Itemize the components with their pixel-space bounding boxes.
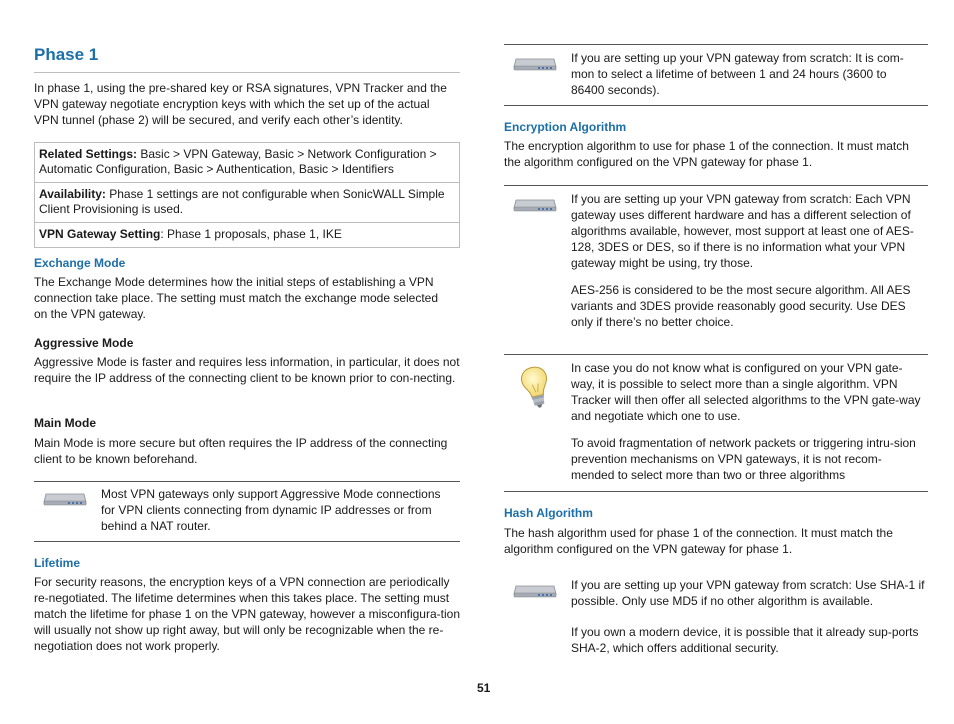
lifetime-heading: Lifetime: [34, 556, 81, 570]
hash-note-p2: If you own a modern device, it is possible that it already sup-ports SHA-2, which offers additional security.: [571, 625, 919, 655]
gateway-setting-label: VPN Gateway Setting: [39, 227, 161, 241]
table-row: [35, 183, 460, 223]
lightbulb-icon: [518, 364, 554, 417]
related-settings-table: [34, 142, 460, 248]
table-row: [35, 143, 460, 183]
tip-top-rule: [504, 354, 928, 355]
encryption-note-p1: If you are setting up your VPN gateway from scratch: Each VPN gateway uses different hardware and has a different selection of algorithms available, however, most support at least one of AES-128, 3DES or DES, so if there is no information what your VPN gateway might be using, try those.: [571, 192, 914, 270]
tip-bottom-rule: [504, 491, 928, 492]
encryption-note-p2: AES-256 is considered to be the most secure algorithm. All AES variants and 3DES provide reasonably good security. Use DES only if there’s no better choice.: [571, 283, 911, 329]
note-bottom-rule: [504, 105, 928, 106]
main-mode-text: Main Mode is more secure but often requires the IP address of the connecting client to be known beforehand.: [34, 436, 448, 466]
aggressive-mode-text: Aggressive Mode is faster and requires less information, in particular, it does not require the IP address of the connecting client to be known prior to con-necting.: [34, 355, 460, 385]
gateway-setting-value: : Phase 1 proposals, phase 1, IKE: [160, 227, 342, 241]
title-divider: [34, 72, 460, 73]
note-top-rule: [504, 44, 928, 45]
page-title: Phase 1: [34, 45, 99, 64]
intro-paragraph: In phase 1, using the pre-shared key or RSA signatures, VPN Tracker and the VPN gateway negotiate encryption keys with which the set up of the actual VPN tunnel (phase 2) will be secured, and verify each other’s identity.: [34, 81, 447, 127]
availability-label: Availability:: [39, 187, 106, 201]
encryption-note: [571, 191, 925, 341]
tip-p2: To avoid fragmentation of network packets or triggering intru-sion prevention mechanisms on VPN gateways, it is not recom-mended to select more than two or three algorithms: [571, 436, 916, 482]
hash-algorithm-text: The hash algorithm used for phase 1 of the connection. It must match the algorithm configured on the VPN gateway for phase 1.: [504, 526, 893, 556]
table-row: [35, 223, 460, 248]
page-number: 51: [477, 681, 491, 695]
router-icon: [512, 55, 558, 78]
tip-p1: In case you do not know what is configured on your VPN gate-way, it is possible to select more than a single algorithm. VPN Tracker will then offer all selected algorithms to the VPN gate-way and negotiate which one to use.: [571, 361, 921, 423]
hash-note-p1: If you are setting up your VPN gateway from scratch: Use SHA-1 if possible. Only use MD5 if no other algorithm is available.: [571, 578, 925, 608]
main-mode-heading: Main Mode: [34, 416, 96, 430]
hash-note: [571, 577, 925, 656]
encryption-algorithm-text: The encryption algorithm to use for phase 1 of the connection. It must match the algorithm configured on the VPN gateway for phase 1.: [504, 139, 909, 169]
hash-algorithm-heading: Hash Algorithm: [504, 506, 593, 520]
exchange-mode-heading: Exchange Mode: [34, 256, 126, 270]
tip-text-block: [571, 360, 925, 483]
router-icon: [512, 582, 558, 605]
lifetime-note-text: If you are setting up your VPN gateway from scratch: It is com-mon to select a lifetime of between 1 and 24 hours (3600 to 86400 seconds).: [571, 51, 904, 97]
aggressive-note-text: Most VPN gateways only support Aggressive Mode connections for VPN clients connecting from dynamic IP addresses or from behind a NAT router.: [101, 487, 441, 533]
note-bottom-rule: [34, 541, 460, 542]
availability-value: Phase 1 settings are not configurable when SonicWALL Simple Client Provisioning is used.: [39, 187, 445, 216]
encryption-algorithm-heading: Encryption Algorithm: [504, 120, 627, 134]
lifetime-text: For security reasons, the encryption keys of a VPN connection are periodically re-negotiated. The lifetime determines when this takes place. The setting must match the lifetime for phase 1 on the VPN gateway, however a misconfigura-tion will usually not show up right away, but will only be recognizable when the re-negotiation does not work properly.: [34, 575, 460, 653]
note-top-rule: [504, 185, 928, 186]
router-icon: [512, 196, 558, 219]
router-icon: [42, 490, 88, 513]
related-settings-value: Basic > VPN Gateway, Basic > Network Configuration > Automatic Configuration, Basic > Authentication, Basic > Identifiers: [39, 147, 437, 176]
aggressive-mode-heading: Aggressive Mode: [34, 336, 134, 350]
note-top-rule: [34, 481, 460, 482]
exchange-mode-text: The Exchange Mode determines how the initial steps of establishing a VPN connection take place. The setting must match the exchange mode selected on the VPN gateway.: [34, 275, 439, 321]
related-settings-label: Related Settings:: [39, 147, 138, 161]
